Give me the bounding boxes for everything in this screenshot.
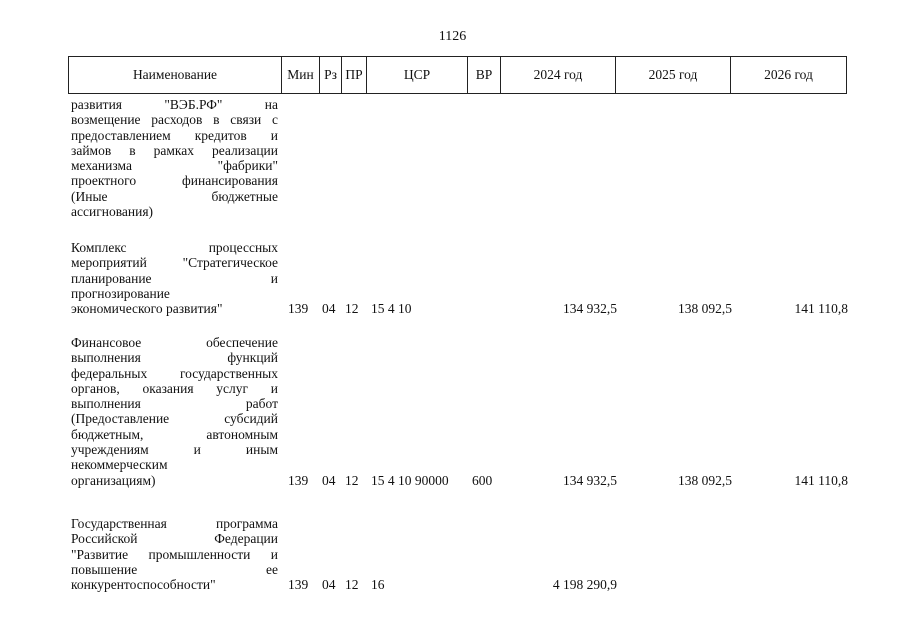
row-name-line: мероприятий "Стратегическое xyxy=(71,255,278,271)
row-name-line: выполнения функций xyxy=(71,350,278,366)
cell-2026: 141 110,8 xyxy=(794,301,848,317)
cell-2026: 141 110,8 xyxy=(794,472,848,488)
cell-rz: 04 xyxy=(322,577,336,593)
row-name-line: (Предоставление субсидий xyxy=(71,411,278,427)
cell-pr: 12 xyxy=(345,301,359,317)
row-name-line: механизма "фабрики" xyxy=(71,158,278,174)
row-name-line: Государственная программа xyxy=(71,516,278,531)
cell-csr: 16 xyxy=(371,577,385,593)
row-name-line: Финансовое обеспечение xyxy=(71,335,278,350)
cell-min: 139 xyxy=(288,301,309,317)
row-name-line: ассигнования) xyxy=(71,204,154,220)
row-name-line: конкурентоспособности" xyxy=(71,577,216,593)
row-name-line: учреждениям и иным xyxy=(71,442,278,458)
row-name-line: федеральных государственных xyxy=(71,365,278,381)
header-min: Мин xyxy=(282,57,320,94)
row-name-line: Комплекс процессных xyxy=(71,240,278,255)
row-name xyxy=(71,335,278,488)
row-name xyxy=(71,516,278,592)
header-2024: 2024 год xyxy=(501,57,616,94)
row-name-line: некоммерческим xyxy=(71,457,168,473)
cell-csr: 15 4 10 xyxy=(371,301,412,317)
row-name-line: органов, оказания услуг и xyxy=(71,380,278,396)
row-name-line: предоставлением кредитов и xyxy=(71,127,278,143)
cell-2024: 134 932,5 xyxy=(563,301,617,317)
header-2025: 2025 год xyxy=(616,57,731,94)
row-name-line: организациям) xyxy=(71,472,156,488)
row-name-line: (Иные бюджетные xyxy=(71,188,278,204)
row-name-line: "Развитие промышленности и xyxy=(71,546,278,562)
row-name-line: прогнозирование xyxy=(71,285,170,301)
row-name-line: выполнения работ xyxy=(71,396,278,412)
row-name xyxy=(71,97,278,219)
cell-pr: 12 xyxy=(345,472,359,488)
table-header xyxy=(68,56,847,94)
row-name-line: планирование и xyxy=(71,270,278,286)
row-name-line: развития "ВЭБ.РФ" на xyxy=(71,97,278,112)
cell-2024: 4 198 290,9 xyxy=(552,577,617,593)
cell-2025: 138 092,5 xyxy=(678,301,732,317)
cell-pr: 12 xyxy=(345,577,359,593)
header-vr: ВР xyxy=(468,57,501,94)
row-name-line: займов в рамках реализации xyxy=(71,142,278,158)
cell-csr: 15 4 10 90000 xyxy=(371,472,449,488)
cell-rz: 04 xyxy=(322,472,336,488)
page-number: 1126 xyxy=(438,29,467,44)
row-name-line: Российской Федерации xyxy=(71,531,278,547)
header-2026: 2026 год xyxy=(731,57,847,94)
cell-min: 139 xyxy=(288,472,309,488)
header-rz: Рз xyxy=(320,57,342,94)
cell-rz: 04 xyxy=(322,301,336,317)
header-csr: ЦСР xyxy=(367,57,468,94)
row-name-line: повышение ее xyxy=(71,561,278,577)
row-name-line: возмещение расходов в связи с xyxy=(71,112,278,128)
row-name-line: экономического развития" xyxy=(71,301,223,317)
cell-vr: 600 xyxy=(472,472,493,488)
cell-2025: 138 092,5 xyxy=(678,472,732,488)
cell-2024: 134 932,5 xyxy=(563,472,617,488)
row-name-line: проектного финансирования xyxy=(71,173,278,189)
cell-min: 139 xyxy=(288,577,309,593)
header-name: Наименование xyxy=(69,57,282,94)
header-pr: ПР xyxy=(342,57,367,94)
row-name-line: бюджетным, автономным xyxy=(71,426,278,442)
row-name xyxy=(71,240,278,316)
